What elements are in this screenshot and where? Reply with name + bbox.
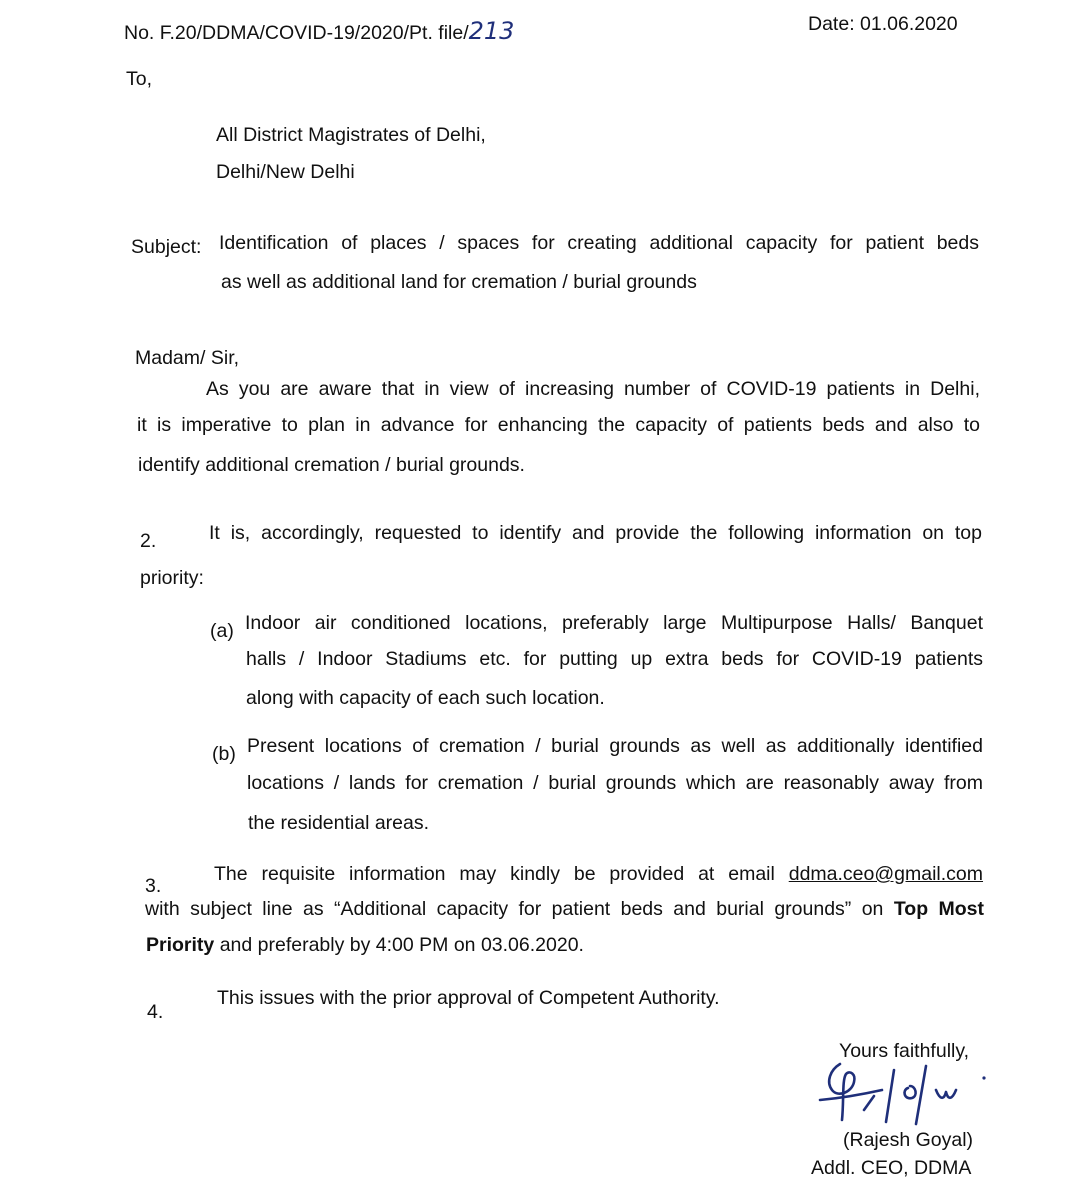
signatory-name: (Rajesh Goyal) xyxy=(843,1129,974,1151)
item-a-line-3: along with capacity of each such location. xyxy=(246,687,605,709)
subject-line-1: Identification of places / spaces for creating additional capacity for patient beds xyxy=(219,232,979,254)
para3-line-1 xyxy=(214,863,983,886)
para1-line-3: identify additional cremation / burial grounds. xyxy=(138,454,525,476)
file-number-handwritten: 213 xyxy=(468,17,515,45)
para3-line-3-text: and preferably by 4:00 PM on 03.06.2020. xyxy=(214,934,584,956)
file-number-text: No. F.20/DDMA/COVID-19/2020/Pt. file/ xyxy=(124,22,469,44)
addressee-line-2: Delhi/New Delhi xyxy=(216,161,355,183)
closing-yours-faithfully: Yours faithfully, xyxy=(839,1040,970,1062)
para3-emphasis-priority: Priority xyxy=(146,934,215,956)
document-date xyxy=(808,13,958,36)
para4-number: 4. xyxy=(147,1001,164,1023)
para2-line-1: It is, accordingly, requested to identify and provide the following information on top xyxy=(209,522,982,544)
handwritten-signature xyxy=(812,1060,992,1140)
para2-line-2: priority: xyxy=(140,567,204,589)
date-value: 01.06.2020 xyxy=(860,13,958,35)
para2-number: 2. xyxy=(140,530,157,552)
addressee-line-1: All District Magistrates of Delhi, xyxy=(216,124,486,146)
para3-line-3 xyxy=(146,934,584,957)
item-b-label: (b) xyxy=(212,743,236,765)
subject-label: Subject: xyxy=(131,236,202,258)
item-a-label: (a) xyxy=(210,620,234,642)
para3-line-2-text: with subject line as “Additional capacity for patient beds and burial grounds” on xyxy=(145,898,884,920)
signature-drawing xyxy=(812,1060,992,1140)
subject-line-2: as well as additional land for cremation / burial grounds xyxy=(221,271,697,293)
item-b-line-3: the residential areas. xyxy=(248,812,430,834)
item-b-line-2: locations / lands for cremation / burial grounds which are reasonably away from xyxy=(247,772,983,794)
item-a-line-2: halls / Indoor Stadiums etc. for putting up extra beds for COVID-19 patients xyxy=(246,648,983,670)
para4-text: This issues with the prior approval of Competent Authority. xyxy=(217,987,720,1009)
to-label: To, xyxy=(126,68,153,90)
file-number xyxy=(124,17,514,45)
email-link[interactable]: ddma.ceo@gmail.com xyxy=(788,863,984,885)
para1-line-2: it is imperative to plan in advance for enhancing the capacity of patients beds and also to xyxy=(137,414,980,436)
item-b-line-1: Present locations of cremation / burial grounds as well as additionally identified xyxy=(247,735,983,757)
para3-emphasis-top-most: Top Most xyxy=(893,898,984,920)
para3-line-1-text: The requisite information may kindly be provided at email xyxy=(214,863,775,885)
date-label: Date: xyxy=(808,13,861,35)
para1-line-1: As you are aware that in view of increasing number of COVID-19 patients in Delhi, xyxy=(206,378,980,400)
item-a-line-1: Indoor air conditioned locations, preferably large Multipurpose Halls/ Banquet xyxy=(245,612,983,634)
salutation: Madam/ Sir, xyxy=(135,347,240,369)
para3-number: 3. xyxy=(145,875,162,897)
para3-line-2 xyxy=(145,898,984,921)
signatory-designation: Addl. CEO, DDMA xyxy=(811,1157,972,1179)
